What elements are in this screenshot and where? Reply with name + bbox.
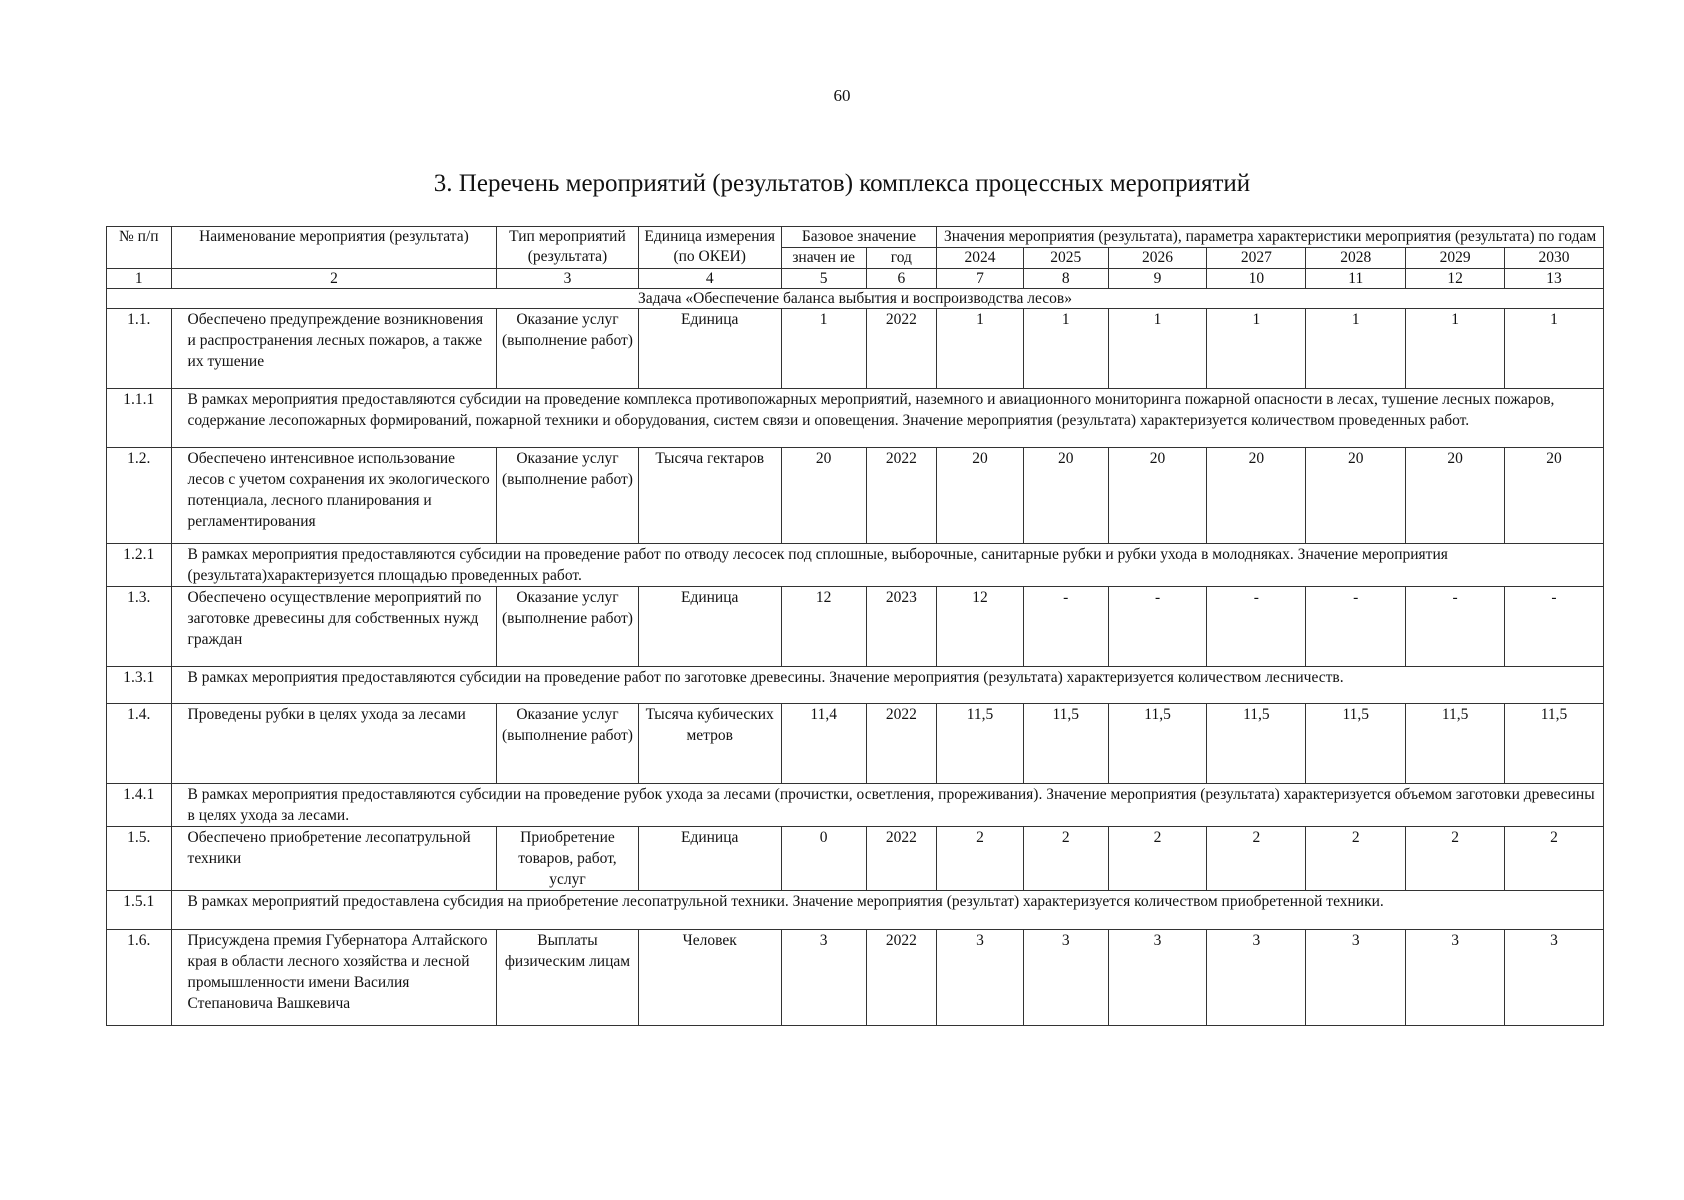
row-year-value: 2 <box>1207 827 1306 891</box>
description-number: 1.5.1 <box>107 891 172 930</box>
row-number: 1.6. <box>107 930 172 1026</box>
description-number: 1.4.1 <box>107 784 172 827</box>
description-text: В рамках мероприятия предоставляются субсидии на проведение рубок ухода за лесами (прочистки, осветления, прореживания). Значение мероприятия (результата) характеризуется объемом заготовки древесины в целях ухода за лесами. <box>171 784 1603 827</box>
row-year-value: 2 <box>1406 827 1505 891</box>
header-values-group: Значения мероприятия (результата), параметра характеристики мероприятия (результата) по годам <box>937 227 1604 248</box>
row-base-year: 2022 <box>866 309 937 389</box>
row-type: Выплаты физическим лицам <box>497 930 638 1026</box>
row-year-value: 20 <box>1023 448 1108 544</box>
column-number: 11 <box>1306 269 1406 289</box>
description-number: 1.2.1 <box>107 544 172 587</box>
description-text: В рамках мероприятия предоставляются субсидии на проведение комплекса противопожарных мероприятий, наземного и авиационного мониторинга пожарной опасности в лесах, тушение лесных пожаров, содержание лесопожарных формирований, пожарной техники и оборудования, систем связи и оповещения. Значение мероприятия (результата) характеризуется количеством проведенных работ. <box>171 389 1603 448</box>
row-name: Проведены рубки в целях ухода за лесами <box>171 704 497 784</box>
measures-table <box>106 226 1604 1026</box>
row-year-value: - <box>1023 587 1108 667</box>
row-name: Обеспечено приобретение лесопатрульной техники <box>171 827 497 891</box>
row-year-value: 2 <box>1108 827 1207 891</box>
row-number: 1.1. <box>107 309 172 389</box>
column-number: 7 <box>937 269 1024 289</box>
row-year-value: 3 <box>1306 930 1406 1026</box>
row-base-value: 0 <box>781 827 866 891</box>
row-year-value: 11,5 <box>1406 704 1505 784</box>
row-number: 1.5. <box>107 827 172 891</box>
row-name: Обеспечено интенсивное использование лесов с учетом сохранения их экологического потенциала, лесного планирования и регламентирования <box>171 448 497 544</box>
row-year-value: - <box>1406 587 1505 667</box>
row-base-year: 2022 <box>866 827 937 891</box>
row-year-value: 3 <box>1023 930 1108 1026</box>
row-year-value: 3 <box>1505 930 1604 1026</box>
column-number: 5 <box>781 269 866 289</box>
row-unit: Единица <box>638 827 781 891</box>
header-type: Тип мероприятий (результата) <box>497 227 638 269</box>
row-year-value: 1 <box>1108 309 1207 389</box>
row-unit: Тысяча кубических метров <box>638 704 781 784</box>
header-base-year: год <box>866 248 937 269</box>
header-year: 2027 <box>1207 248 1306 269</box>
row-year-value: 1 <box>1505 309 1604 389</box>
row-year-value: 11,5 <box>937 704 1024 784</box>
column-numbers-row <box>107 269 1604 289</box>
column-number: 2 <box>171 269 497 289</box>
header-num: № п/п <box>107 227 172 269</box>
row-year-value: 11,5 <box>1023 704 1108 784</box>
row-year-value: 20 <box>1406 448 1505 544</box>
description-number: 1.1.1 <box>107 389 172 448</box>
page-number: 60 <box>833 86 851 105</box>
row-year-value: 1 <box>1306 309 1406 389</box>
row-year-value: 3 <box>1207 930 1306 1026</box>
row-year-value: 2 <box>1023 827 1108 891</box>
header-name: Наименование мероприятия (результата) <box>171 227 497 269</box>
row-year-value: 20 <box>1306 448 1406 544</box>
row-year-value: 11,5 <box>1306 704 1406 784</box>
row-year-value: 2 <box>1505 827 1604 891</box>
header-unit: Единица измерения (по ОКЕИ) <box>638 227 781 269</box>
row-base-value: 12 <box>781 587 866 667</box>
description-text: В рамках мероприятия предоставляются субсидии на проведение работ по отводу лесосек под сплошные, выборочные, санитарные рубки и рубки ухода в молодняках. Значение мероприятия (результата)характеризуется площадью проведенных работ. <box>171 544 1603 587</box>
row-name: Обеспечено осуществление мероприятий по заготовке древесины для собственных нужд граждан <box>171 587 497 667</box>
header-year: 2028 <box>1306 248 1406 269</box>
row-year-value: 2 <box>937 827 1024 891</box>
table-row <box>107 309 1604 389</box>
description-number: 1.3.1 <box>107 667 172 704</box>
row-base-value: 1 <box>781 309 866 389</box>
row-year-value: 12 <box>937 587 1024 667</box>
column-number: 6 <box>866 269 937 289</box>
header-base: Базовое значение <box>781 227 936 248</box>
row-year-value: - <box>1108 587 1207 667</box>
row-year-value: 20 <box>1108 448 1207 544</box>
description-row <box>107 389 1604 448</box>
row-year-value: 11,5 <box>1207 704 1306 784</box>
row-year-value: 1 <box>1207 309 1306 389</box>
row-type: Оказание услуг (выполнение работ) <box>497 587 638 667</box>
column-number: 1 <box>107 269 172 289</box>
column-number: 12 <box>1406 269 1505 289</box>
row-name: Обеспечено предупреждение возникновения и распространения лесных пожаров, а также их тушение <box>171 309 497 389</box>
row-unit: Тысяча гектаров <box>638 448 781 544</box>
table-row <box>107 930 1604 1026</box>
row-number: 1.4. <box>107 704 172 784</box>
row-year-value: - <box>1207 587 1306 667</box>
header-year: 2025 <box>1023 248 1108 269</box>
row-number: 1.2. <box>107 448 172 544</box>
task-title: Задача «Обеспечение баланса выбытия и воспроизводства лесов» <box>107 289 1604 309</box>
page-title: 3. Перечень мероприятий (результатов) комплекса процессных мероприятий <box>433 170 1251 197</box>
header-year: 2030 <box>1505 248 1604 269</box>
row-year-value: 20 <box>1505 448 1604 544</box>
description-text: В рамках мероприятия предоставляются субсидии на проведение работ по заготовке древесины. Значение мероприятия (результата) характеризуется количеством лесничеств. <box>171 667 1603 704</box>
column-number: 3 <box>497 269 638 289</box>
row-year-value: 3 <box>1108 930 1207 1026</box>
row-type: Оказание услуг (выполнение работ) <box>497 448 638 544</box>
row-year-value: 3 <box>937 930 1024 1026</box>
table-row <box>107 587 1604 667</box>
row-year-value: 20 <box>937 448 1024 544</box>
column-number: 8 <box>1023 269 1108 289</box>
row-year-value: 2 <box>1306 827 1406 891</box>
row-number: 1.3. <box>107 587 172 667</box>
row-type: Оказание услуг (выполнение работ) <box>497 309 638 389</box>
column-number: 9 <box>1108 269 1207 289</box>
row-name: Присуждена премия Губернатора Алтайского края в области лесного хозяйства и лесной промышленности имени Василия Степановича Вашкевича <box>171 930 497 1026</box>
row-year-value: - <box>1505 587 1604 667</box>
row-base-year: 2022 <box>866 704 937 784</box>
header-year: 2024 <box>937 248 1024 269</box>
description-text: В рамках мероприятий предоставлена субсидия на приобретение лесопатрульной техники. Значение мероприятия (результат) характеризуется количеством приобретенной техники. <box>171 891 1603 930</box>
table-row <box>107 827 1604 891</box>
description-row <box>107 667 1604 704</box>
column-number: 10 <box>1207 269 1306 289</box>
row-base-year: 2023 <box>866 587 937 667</box>
description-row <box>107 891 1604 930</box>
row-year-value: 1 <box>1023 309 1108 389</box>
task-row <box>107 289 1604 309</box>
header-year: 2026 <box>1108 248 1207 269</box>
row-year-value: 3 <box>1406 930 1505 1026</box>
row-year-value: 20 <box>1207 448 1306 544</box>
row-base-value: 20 <box>781 448 866 544</box>
description-row <box>107 544 1604 587</box>
description-row <box>107 784 1604 827</box>
table-row <box>107 704 1604 784</box>
row-year-value: - <box>1306 587 1406 667</box>
column-number: 13 <box>1505 269 1604 289</box>
row-unit: Единица <box>638 587 781 667</box>
row-unit: Единица <box>638 309 781 389</box>
row-year-value: 11,5 <box>1505 704 1604 784</box>
header-year: 2029 <box>1406 248 1505 269</box>
row-base-year: 2022 <box>866 448 937 544</box>
row-base-year: 2022 <box>866 930 937 1026</box>
header-base-value: значен ие <box>781 248 866 269</box>
row-unit: Человек <box>638 930 781 1026</box>
row-base-value: 3 <box>781 930 866 1026</box>
row-type: Оказание услуг (выполнение работ) <box>497 704 638 784</box>
row-year-value: 1 <box>937 309 1024 389</box>
row-base-value: 11,4 <box>781 704 866 784</box>
row-year-value: 1 <box>1406 309 1505 389</box>
column-number: 4 <box>638 269 781 289</box>
row-year-value: 11,5 <box>1108 704 1207 784</box>
table-row <box>107 448 1604 544</box>
row-type: Приобретение товаров, работ, услуг <box>497 827 638 891</box>
